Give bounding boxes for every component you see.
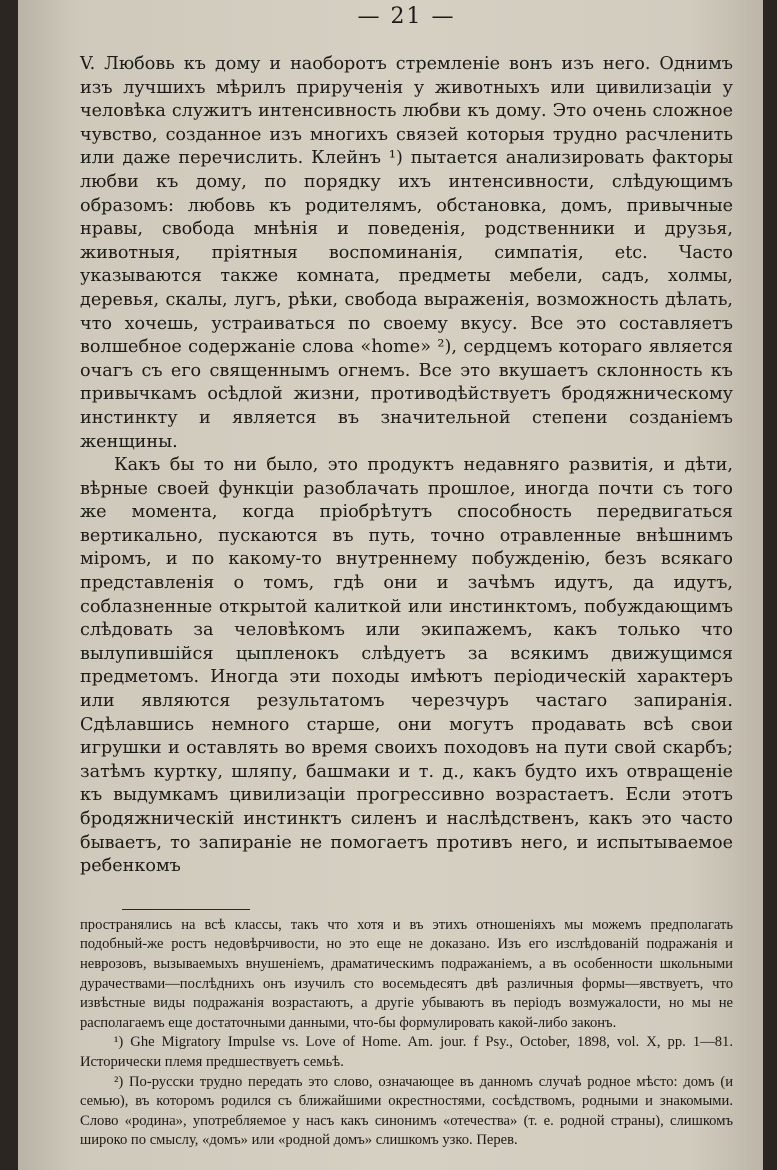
paragraph-children-wandering: Какъ бы то ни было, это продуктъ недавняго развитія, и дѣти, вѣрные своей функціи разоблачать прошлое, иногда почти съ того же момента, когда пріобрѣтутъ способность передвигаться вертикально, пускаются въ путь, точно отравленные внѣшнимъ міромъ, и по какому-то внутреннему побужденію, безъ всякаго представленія о томъ, гдѣ они и зачѣмъ идутъ, да идутъ, соблазненные открытой калиткой или инстинктомъ, побуждающимъ слѣдовать за человѣкомъ или экипажемъ, какъ только что вылупившійся цыпленокъ слѣдуетъ за всякимъ движущимся предметомъ. Иногда эти походы имѣютъ періодическій характеръ или являются результатомъ черезчуръ частаго запиранія. Сдѣлавшись немного старше, они могутъ продавать всѣ свои игрушки и оставлять во время своихъ походовъ на пути свой скарбъ; затѣмъ куртку, шляпу, башмаки и т. д., какъ будто ихъ отвращеніе къ выдумкамъ цивилизаціи прогрессивно возрастаетъ. Если этотъ бродяжническій инстинктъ силенъ и наслѣдственъ, какъ это часто бываетъ, то запираніе не помогаетъ противъ него, и испытываемое ребенкомъ <box>80 455 733 877</box>
footnote-1: ¹) Ghe Migratory Impulse vs. Love of Home. Am. jour. f Psy., October, 1898, vol. X, pp. 1—81. Исторически племя предшествуетъ семьѣ. <box>80 1034 733 1070</box>
footnotes <box>80 916 733 1151</box>
page-number: — 21 — <box>357 4 456 29</box>
footnote-continuation: пространялись на всѣ классы, такъ что хотя и въ этихъ отношеніяхъ мы можемъ предполагать подобный-же ростъ недовѣрчивости, но это еще не доказано. Изъ его изслѣдованій подражанія и неврозовъ, вызываемыхъ внушеніемъ, драматическимъ подражаніемъ, а въ особенности школьными дурачествами—послѣднихъ онъ изучилъ сто восемьдесятъ двѣ различныя формы—явствуетъ, что извѣстные виды подражанія возрастаютъ, а другіе убываютъ въ періодъ возмужалости, но мы не располагаемъ еще достаточными данными, что-бы формулировать какой-либо законъ. <box>80 916 733 1031</box>
book-page <box>18 0 763 1170</box>
footnote-divider <box>122 909 250 910</box>
footnote-2: ²) По-русски трудно передать это слово, означающее въ данномъ случаѣ родное мѣсто: домъ (и семью), въ которомъ родился съ ближайшими окрестностями, сосѣдствомъ, родными и знакомыми. Слово «родина», употребляемое у насъ какъ синонимъ «отечества» (т. е. родной страны), слишкомъ широко по смыслу, «домъ» или «родной домъ» слишкомъ узко. Перев. <box>80 1073 733 1149</box>
main-text <box>80 53 733 879</box>
paragraph-love-of-home: V. Любовь къ дому и наоборотъ стремленіе вонъ изъ него. Однимъ изъ лучшихъ мѣрилъ прирученія у животныхъ или цивилизаціи у человѣка служитъ интенсивность любви къ дому. Это очень сложное чувство, созданное изъ многихъ связей которыя трудно расчленить или даже перечислить. Клейнъ ¹) пытается анализировать факторы любви къ дому, по порядку ихъ интенсивности, слѣдующимъ образомъ: любовь къ родителямъ, обстановка, домъ, привычные нравы, свобода мнѣнія и поведенія, родственники и друзья, животныя, пріятныя воспоминанія, симпатія, etc. Часто указываются также комната, предметы мебели, садъ, холмы, деревья, скалы, лугъ, рѣки, свобода выраженія, возможность дѣлать, что хочешь, устраиваться по своему вкусу. Все это составляетъ волшебное содержаніе слова «home» ²), сердцемъ котораго является очагъ съ его священнымъ огнемъ. Все это вкушаетъ склонность къ привычкамъ осѣдлой жизни, противодѣйствуетъ бродяжническому инстинкту и является въ значительной степени созданіемъ женщины. <box>80 54 733 452</box>
